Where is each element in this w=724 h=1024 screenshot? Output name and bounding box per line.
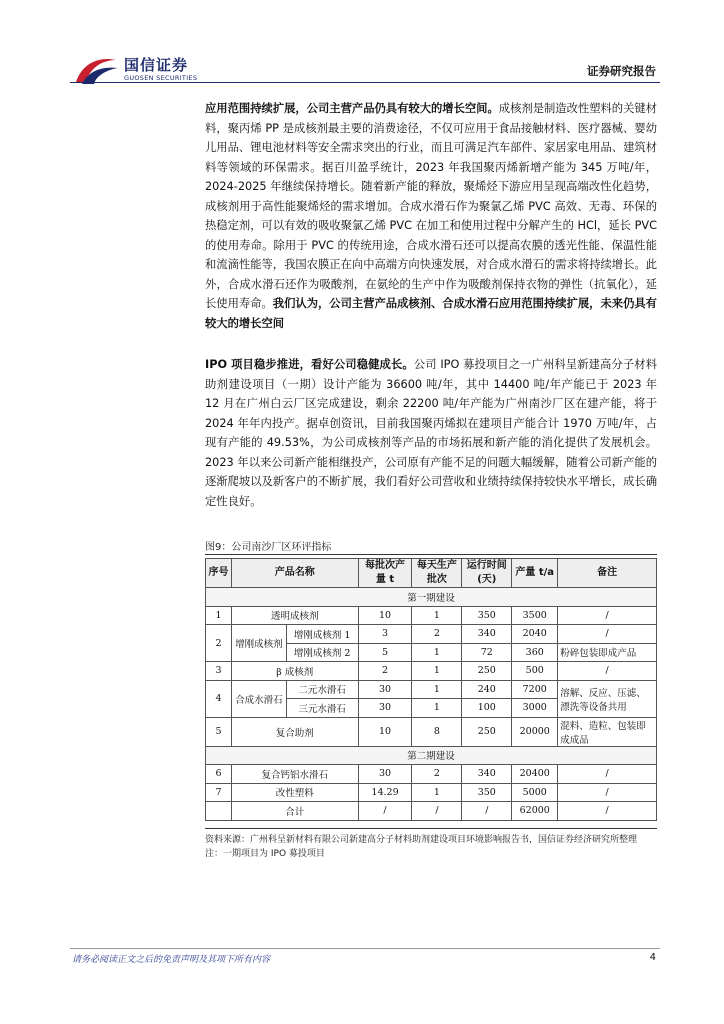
cell-output: 5000	[512, 783, 558, 802]
table-row	[206, 662, 657, 681]
cell-perday: 2	[412, 765, 462, 784]
logo-chinese-name: 国信证券	[124, 56, 189, 74]
cell-days: 340	[462, 765, 512, 784]
source-text: 资料来源：广州科呈新材料有限公司新建高分子材料助剂建设项目环境影响报告书，国信证券经济研究所整理	[205, 835, 638, 845]
table-total-row	[206, 802, 657, 821]
paragraph-body: 公司 IPO 募投项目之一广州科呈新建高分子材料助剂建设项目（一期）设计产能为 36600 吨/年，其中 14400 吨/年产能已于 2023 年 12 月在广州白云厂区完成建设，剩余 22200 吨/年产能为广州南沙厂区在建产能，将于 2024 年年内投产。据卓创资讯，目前我国聚丙烯拟在建项目产能合计 1970 万吨/年，占现有产能的 49.53%，为公司成核剂等产品的市场拓展和新产能的消化提供了发展机会。	[205, 358, 657, 449]
cell-batch: /	[358, 802, 412, 821]
paragraph-ipo-progress	[205, 355, 657, 511]
paragraph-conclusion: 2023 年以来公司新产能相继投产，公司原有产能不足的问题大幅缓解，随着公司新产能的逐渐爬坡以及新客户的不断扩展，我们看好公司营收和业绩持续保持较快水平增长，成长确定性良好。	[205, 455, 657, 508]
phase-row	[206, 588, 657, 607]
cell-note: /	[558, 606, 657, 625]
cell-batch: 5	[358, 643, 412, 662]
paragraph-growth-space	[205, 99, 657, 333]
table-row	[206, 625, 657, 644]
header-divider	[70, 82, 660, 83]
guosen-logo-icon	[72, 52, 120, 86]
cell-batch: 30	[358, 765, 412, 784]
data-table	[205, 558, 657, 821]
cell-batch: 10	[358, 717, 412, 746]
cell-perday: 1	[412, 643, 462, 662]
cell-group: 增刚成核剂	[231, 625, 286, 662]
cell-days: /	[462, 802, 512, 821]
cell-no: 1	[206, 606, 232, 625]
col-header: 每批次产量 t	[358, 559, 412, 588]
figure-top-rule	[205, 554, 657, 555]
cell-note: /	[558, 662, 657, 681]
cell-note: /	[558, 783, 657, 802]
cell-days: 240	[462, 680, 512, 699]
col-header: 备注	[558, 559, 657, 588]
figure-bottom-rule	[205, 828, 657, 829]
cell-perday: 1	[412, 662, 462, 681]
report-type-label: 证券研究报告	[587, 64, 656, 78]
paragraph-body: 成核剂是制造改性塑料的关键材料，聚丙烯 PP 是成核剂最主要的消费途径，不仅可应用于食品接触材料、医疗器械、婴幼儿用品、锂电池材料等安全需求突出的行业，而且可满足汽车部件、家居家电用品、建筑材料等领域的环保需求。据百川盈孚统计，2023 年我国聚丙烯新增产能为 345 万吨/年，2024-2025 年继续保持增长。随着新产能的释放，聚烯烃下游应用呈现高端改性化趋势，成核剂用于高性能聚烯烃的需求增加。合成水滑石作为聚氯乙烯 PVC 高效、无毒、环保的热稳定剂，可以有效的吸收聚氯乙烯 PVC 在加工和使用过程中分解产生的 HCl，延长 PVC 的使用寿命。除用于 PVC 的传统用途，合成水滑石还可以提高农膜的透光性能、保温性能和流滴性能等，我国农膜正在向中高端方向快速发展，对合成水滑石的需求将持续增长。此外，合成水滑石还作为吸酸剂，在氨纶的生产中作为吸酸剂保持衣物的弹性（抗氧化），延长使用寿命。	[205, 102, 657, 310]
table-row	[206, 680, 657, 699]
page-number: 4	[649, 952, 656, 963]
cell-name: 二元水滑石	[286, 680, 358, 699]
paragraph-lead: IPO 项目稳步推进，看好公司稳健成长。	[205, 358, 414, 371]
environmental-indicator-table	[205, 558, 657, 821]
cell-no: 6	[206, 765, 232, 784]
cell-days: 350	[462, 783, 512, 802]
cell-perday: 1	[412, 680, 462, 699]
table-row	[206, 606, 657, 625]
phase-label: 第一期建设	[206, 588, 657, 607]
cell-batch: 30	[358, 680, 412, 699]
cell-no: 3	[206, 662, 232, 681]
cell-no: 5	[206, 717, 232, 746]
cell-note: 溶解、反应、压滤、漂洗等设备共用	[558, 680, 657, 717]
cell-output: 3000	[512, 699, 558, 718]
cell-note: 粉碎包装即成产品	[558, 643, 657, 662]
cell-output: 360	[512, 643, 558, 662]
cell-name: 增刚成核剂 1	[286, 625, 358, 644]
cell-output: 2040	[512, 625, 558, 644]
cell-name: 复合助剂	[231, 717, 358, 746]
cell-note: /	[558, 625, 657, 644]
cell-perday: 1	[412, 699, 462, 718]
table-row	[206, 717, 657, 746]
cell-output: 3500	[512, 606, 558, 625]
cell-perday: /	[412, 802, 462, 821]
col-header: 运行时间(天)	[462, 559, 512, 588]
page-header	[0, 0, 724, 90]
cell-name: 透明成核剂	[231, 606, 358, 625]
cell-days: 350	[462, 606, 512, 625]
cell-perday: 2	[412, 625, 462, 644]
table-row	[206, 765, 657, 784]
cell-perday: 8	[412, 717, 462, 746]
cell-batch: 10	[358, 606, 412, 625]
cell-batch: 2	[358, 662, 412, 681]
cell-batch: 3	[358, 625, 412, 644]
cell-note: 混料、造粒、包装即成成品	[558, 717, 657, 746]
cell-name: 三元水滑石	[286, 699, 358, 718]
phase-row	[206, 746, 657, 765]
table-row	[206, 783, 657, 802]
paragraph-lead: 应用范围持续扩展，公司主营产品仍具有较大的增长空间。	[205, 102, 499, 115]
footer-divider	[70, 948, 660, 949]
cell-name: β 成核剂	[231, 662, 358, 681]
cell-output: 20000	[512, 717, 558, 746]
cell-perday: 1	[412, 783, 462, 802]
logo-english-name: GUOSEN SECURITIES	[124, 74, 198, 82]
cell-days: 340	[462, 625, 512, 644]
figure-title: 图9：公司南沙厂区环评指标	[205, 542, 332, 553]
cell-batch: 30	[358, 699, 412, 718]
cell-output: 500	[512, 662, 558, 681]
cell-name: 改性塑料	[231, 783, 358, 802]
cell-days: 250	[462, 717, 512, 746]
phase-label: 第二期建设	[206, 746, 657, 765]
cell-batch: 14.29	[358, 783, 412, 802]
col-header: 产量 t/a	[512, 559, 558, 588]
cell-output: 20400	[512, 765, 558, 784]
cell-note: /	[558, 802, 657, 821]
figure-source	[205, 833, 657, 861]
cell-no	[206, 802, 232, 821]
cell-name: 合计	[231, 802, 358, 821]
company-logo	[72, 52, 222, 86]
table-header-row	[206, 559, 657, 588]
disclaimer-link[interactable]: 请务必阅读正文之后的免责声明及其项下所有内容	[72, 955, 271, 965]
cell-output: 62000	[512, 802, 558, 821]
cell-name: 增刚成核剂 2	[286, 643, 358, 662]
cell-days: 72	[462, 643, 512, 662]
paragraph-conclusion: 我们认为，公司主营产品成核剂、合成水滑石应用范围持续扩展，未来仍具有较大的增长空间	[205, 297, 657, 330]
cell-no: 7	[206, 783, 232, 802]
cell-output: 7200	[512, 680, 558, 699]
col-header: 每天生产批次	[412, 559, 462, 588]
col-header: 序号	[206, 559, 232, 588]
col-header: 产品名称	[231, 559, 358, 588]
cell-perday: 1	[412, 606, 462, 625]
cell-group: 合成水滑石	[231, 680, 286, 717]
cell-no: 4	[206, 680, 232, 717]
figure-note: 注：一期项目为 IPO 募投项目	[205, 849, 325, 859]
cell-note: /	[558, 765, 657, 784]
cell-no: 2	[206, 625, 232, 662]
cell-name: 复合钙铝水滑石	[231, 765, 358, 784]
cell-days: 100	[462, 699, 512, 718]
cell-days: 250	[462, 662, 512, 681]
